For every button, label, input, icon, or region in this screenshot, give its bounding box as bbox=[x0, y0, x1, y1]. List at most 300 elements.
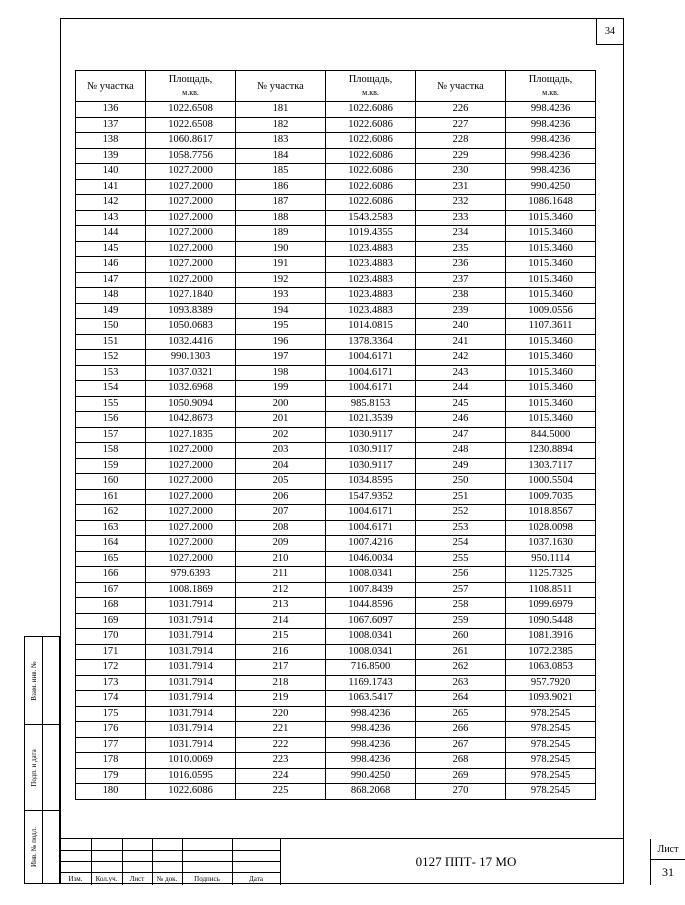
area-cell: 998.4236 bbox=[506, 117, 596, 133]
area-cell: 1004.6171 bbox=[326, 381, 416, 397]
plot-number-cell: 154 bbox=[76, 381, 146, 397]
area-cell: 1050.9094 bbox=[146, 396, 236, 412]
table-row bbox=[76, 381, 596, 397]
plot-number-cell: 270 bbox=[416, 784, 506, 800]
area-cell: 985.8153 bbox=[326, 396, 416, 412]
header-area-3: Площадь, м.кв. bbox=[506, 71, 596, 102]
sheet-label: Лист bbox=[651, 839, 685, 860]
plot-number-cell: 167 bbox=[76, 582, 146, 598]
table-body bbox=[76, 102, 596, 800]
area-cell: 1027.2000 bbox=[146, 489, 236, 505]
plot-number-cell: 253 bbox=[416, 520, 506, 536]
table-row bbox=[76, 474, 596, 490]
area-cell: 1015.3460 bbox=[506, 381, 596, 397]
plot-number-cell: 234 bbox=[416, 226, 506, 242]
plot-number-cell: 227 bbox=[416, 117, 506, 133]
table-row bbox=[76, 598, 596, 614]
plot-number-cell: 242 bbox=[416, 350, 506, 366]
plot-number-cell: 137 bbox=[76, 117, 146, 133]
plot-number-cell: 199 bbox=[236, 381, 326, 397]
table-row bbox=[76, 458, 596, 474]
plot-number-cell: 153 bbox=[76, 365, 146, 381]
area-cell: 1034.8595 bbox=[326, 474, 416, 490]
plot-number-cell: 171 bbox=[76, 644, 146, 660]
plot-number-cell: 245 bbox=[416, 396, 506, 412]
table-row bbox=[76, 582, 596, 598]
area-cell: 1044.8596 bbox=[326, 598, 416, 614]
plot-number-cell: 254 bbox=[416, 536, 506, 552]
plot-number-cell: 265 bbox=[416, 706, 506, 722]
plot-number-cell: 172 bbox=[76, 660, 146, 676]
plot-number-cell: 257 bbox=[416, 582, 506, 598]
area-cell: 1027.2000 bbox=[146, 195, 236, 211]
plot-number-cell: 169 bbox=[76, 613, 146, 629]
plot-number-cell: 224 bbox=[236, 768, 326, 784]
area-cell: 1015.3460 bbox=[506, 365, 596, 381]
area-cell: 1031.7914 bbox=[146, 613, 236, 629]
area-cell: 1037.1630 bbox=[506, 536, 596, 552]
table-row bbox=[76, 148, 596, 164]
area-cell: 1027.2000 bbox=[146, 164, 236, 180]
table-row bbox=[76, 489, 596, 505]
area-cell: 868.2068 bbox=[326, 784, 416, 800]
area-cell: 990.4250 bbox=[326, 768, 416, 784]
plot-number-cell: 214 bbox=[236, 613, 326, 629]
side-cell-signature bbox=[25, 725, 59, 811]
area-cell: 1023.4883 bbox=[326, 257, 416, 273]
area-cell: 1027.2000 bbox=[146, 179, 236, 195]
plot-number-cell: 189 bbox=[236, 226, 326, 242]
plot-number-cell: 241 bbox=[416, 334, 506, 350]
area-cell: 1027.2000 bbox=[146, 226, 236, 242]
area-cell: 1022.6086 bbox=[326, 117, 416, 133]
plot-area-table bbox=[75, 70, 596, 800]
area-cell: 1015.3460 bbox=[506, 257, 596, 273]
table-row bbox=[76, 505, 596, 521]
area-cell: 1015.3460 bbox=[506, 272, 596, 288]
area-cell: 1030.9117 bbox=[326, 443, 416, 459]
plot-number-cell: 147 bbox=[76, 272, 146, 288]
area-cell: 1008.0341 bbox=[326, 567, 416, 583]
area-cell: 1015.3460 bbox=[506, 241, 596, 257]
header-area-2: Площадь, м.кв. bbox=[326, 71, 416, 102]
plot-number-cell: 263 bbox=[416, 675, 506, 691]
area-cell: 1230.8894 bbox=[506, 443, 596, 459]
area-cell: 950.1114 bbox=[506, 551, 596, 567]
plot-number-cell: 151 bbox=[76, 334, 146, 350]
area-cell: 1004.6171 bbox=[326, 350, 416, 366]
plot-number-cell: 196 bbox=[236, 334, 326, 350]
plot-number-cell: 260 bbox=[416, 629, 506, 645]
plot-number-cell: 229 bbox=[416, 148, 506, 164]
area-cell: 1000.5504 bbox=[506, 474, 596, 490]
plot-number-cell: 187 bbox=[236, 195, 326, 211]
table-row bbox=[76, 722, 596, 738]
plot-number-cell: 261 bbox=[416, 644, 506, 660]
table-row bbox=[76, 737, 596, 753]
plot-number-cell: 178 bbox=[76, 753, 146, 769]
area-cell: 1022.6508 bbox=[146, 117, 236, 133]
table-row bbox=[76, 164, 596, 180]
table-row bbox=[76, 443, 596, 459]
table-row bbox=[76, 644, 596, 660]
plot-number-cell: 233 bbox=[416, 210, 506, 226]
area-cell: 1031.7914 bbox=[146, 722, 236, 738]
area-cell: 1022.6086 bbox=[326, 164, 416, 180]
area-cell: 1015.3460 bbox=[506, 288, 596, 304]
plot-number-cell: 264 bbox=[416, 691, 506, 707]
area-cell: 1021.3539 bbox=[326, 412, 416, 428]
side-cell-replacement bbox=[25, 637, 59, 725]
area-cell: 1093.9021 bbox=[506, 691, 596, 707]
area-cell: 1004.6171 bbox=[326, 365, 416, 381]
area-cell: 1015.3460 bbox=[506, 334, 596, 350]
area-cell: 1058.7756 bbox=[146, 148, 236, 164]
plot-number-cell: 195 bbox=[236, 319, 326, 335]
plot-number-cell: 225 bbox=[236, 784, 326, 800]
area-cell: 1027.2000 bbox=[146, 505, 236, 521]
side-label-signature: Подп. и дата bbox=[29, 748, 38, 787]
plot-number-cell: 202 bbox=[236, 427, 326, 443]
plot-number-cell: 194 bbox=[236, 303, 326, 319]
table-row bbox=[76, 613, 596, 629]
area-cell: 1018.8567 bbox=[506, 505, 596, 521]
area-cell: 1008.0341 bbox=[326, 629, 416, 645]
plot-number-cell: 138 bbox=[76, 133, 146, 149]
plot-number-cell: 231 bbox=[416, 179, 506, 195]
area-cell: 1031.7914 bbox=[146, 737, 236, 753]
plot-number-cell: 230 bbox=[416, 164, 506, 180]
area-cell: 716.8500 bbox=[326, 660, 416, 676]
area-cell: 1108.8511 bbox=[506, 582, 596, 598]
area-cell: 1093.8389 bbox=[146, 303, 236, 319]
area-cell: 1378.3364 bbox=[326, 334, 416, 350]
area-cell: 1032.4416 bbox=[146, 334, 236, 350]
plot-number-cell: 259 bbox=[416, 613, 506, 629]
area-cell: 998.4236 bbox=[326, 706, 416, 722]
sheet-box bbox=[650, 839, 685, 885]
area-cell: 1030.9117 bbox=[326, 427, 416, 443]
area-cell: 1169.1743 bbox=[326, 675, 416, 691]
table-row bbox=[76, 691, 596, 707]
area-cell: 1027.2000 bbox=[146, 210, 236, 226]
area-cell: 1023.4883 bbox=[326, 272, 416, 288]
plot-number-cell: 141 bbox=[76, 179, 146, 195]
table-row bbox=[76, 350, 596, 366]
area-cell: 1031.7914 bbox=[146, 675, 236, 691]
area-cell: 1030.9117 bbox=[326, 458, 416, 474]
side-label-replacement: Взам. инв. № bbox=[29, 660, 38, 701]
area-cell: 1008.0341 bbox=[326, 644, 416, 660]
area-cell: 1022.6086 bbox=[326, 195, 416, 211]
area-cell: 978.2545 bbox=[506, 784, 596, 800]
area-cell: 1072.2385 bbox=[506, 644, 596, 660]
plot-number-cell: 165 bbox=[76, 551, 146, 567]
table-row bbox=[76, 319, 596, 335]
plot-number-cell: 148 bbox=[76, 288, 146, 304]
plot-number-cell: 176 bbox=[76, 722, 146, 738]
area-cell: 990.4250 bbox=[506, 179, 596, 195]
area-cell: 1060.8617 bbox=[146, 133, 236, 149]
plot-number-cell: 158 bbox=[76, 443, 146, 459]
area-cell: 998.4236 bbox=[326, 737, 416, 753]
table-row bbox=[76, 303, 596, 319]
area-cell: 1023.4883 bbox=[326, 288, 416, 304]
table-row bbox=[76, 660, 596, 676]
table-row bbox=[76, 288, 596, 304]
plot-number-cell: 206 bbox=[236, 489, 326, 505]
plot-number-cell: 192 bbox=[236, 272, 326, 288]
area-cell: 1031.7914 bbox=[146, 691, 236, 707]
plot-number-cell: 181 bbox=[236, 102, 326, 118]
table-row bbox=[76, 520, 596, 536]
area-cell: 1027.2000 bbox=[146, 520, 236, 536]
area-cell: 978.2545 bbox=[506, 737, 596, 753]
plot-number-cell: 207 bbox=[236, 505, 326, 521]
area-cell: 1022.6086 bbox=[326, 102, 416, 118]
plot-number-cell: 220 bbox=[236, 706, 326, 722]
area-cell: 1031.7914 bbox=[146, 660, 236, 676]
plot-number-cell: 166 bbox=[76, 567, 146, 583]
stamp-col-date: Дата bbox=[249, 875, 263, 883]
plot-number-cell: 237 bbox=[416, 272, 506, 288]
side-label-original: Инв. № подл. bbox=[29, 827, 38, 867]
table-row bbox=[76, 784, 596, 800]
area-cell: 998.4236 bbox=[506, 164, 596, 180]
plot-number-cell: 215 bbox=[236, 629, 326, 645]
area-cell: 1099.6979 bbox=[506, 598, 596, 614]
plot-number-cell: 145 bbox=[76, 241, 146, 257]
stamp-col-count: Кол.уч. bbox=[95, 875, 118, 883]
plot-number-cell: 152 bbox=[76, 350, 146, 366]
area-cell: 957.7920 bbox=[506, 675, 596, 691]
area-cell: 1032.6968 bbox=[146, 381, 236, 397]
plot-number-cell: 183 bbox=[236, 133, 326, 149]
plot-number-cell: 197 bbox=[236, 350, 326, 366]
area-cell: 1031.7914 bbox=[146, 644, 236, 660]
plot-number-cell: 255 bbox=[416, 551, 506, 567]
area-cell: 978.2545 bbox=[506, 753, 596, 769]
area-cell: 978.2545 bbox=[506, 706, 596, 722]
plot-number-cell: 221 bbox=[236, 722, 326, 738]
plot-number-cell: 170 bbox=[76, 629, 146, 645]
plot-number-cell: 217 bbox=[236, 660, 326, 676]
plot-number-cell: 246 bbox=[416, 412, 506, 428]
plot-number-cell: 211 bbox=[236, 567, 326, 583]
area-cell: 1022.6086 bbox=[146, 784, 236, 800]
area-cell: 1009.7035 bbox=[506, 489, 596, 505]
plot-number-cell: 193 bbox=[236, 288, 326, 304]
area-cell: 1015.3460 bbox=[506, 396, 596, 412]
area-cell: 1125.7325 bbox=[506, 567, 596, 583]
area-cell: 1027.2000 bbox=[146, 443, 236, 459]
plot-number-cell: 240 bbox=[416, 319, 506, 335]
plot-number-cell: 150 bbox=[76, 319, 146, 335]
plot-number-cell: 175 bbox=[76, 706, 146, 722]
area-cell: 978.2545 bbox=[506, 722, 596, 738]
area-cell: 1107.3611 bbox=[506, 319, 596, 335]
area-cell: 1027.2000 bbox=[146, 458, 236, 474]
plot-number-cell: 216 bbox=[236, 644, 326, 660]
plot-number-cell: 251 bbox=[416, 489, 506, 505]
plot-number-cell: 191 bbox=[236, 257, 326, 273]
table-row bbox=[76, 241, 596, 257]
area-cell: 1027.1835 bbox=[146, 427, 236, 443]
plot-number-cell: 149 bbox=[76, 303, 146, 319]
area-cell: 1031.7914 bbox=[146, 629, 236, 645]
header-plot-number-3: № участка bbox=[416, 71, 506, 102]
plot-number-cell: 232 bbox=[416, 195, 506, 211]
table-row bbox=[76, 675, 596, 691]
area-cell: 1015.3460 bbox=[506, 226, 596, 242]
area-cell: 1027.2000 bbox=[146, 474, 236, 490]
plot-number-cell: 160 bbox=[76, 474, 146, 490]
area-cell: 1015.3460 bbox=[506, 350, 596, 366]
table-row bbox=[76, 536, 596, 552]
area-cell: 1027.2000 bbox=[146, 551, 236, 567]
area-cell: 1007.4216 bbox=[326, 536, 416, 552]
table-row bbox=[76, 226, 596, 242]
plot-number-cell: 142 bbox=[76, 195, 146, 211]
plot-number-cell: 143 bbox=[76, 210, 146, 226]
table-row bbox=[76, 117, 596, 133]
table-row bbox=[76, 396, 596, 412]
plot-number-cell: 180 bbox=[76, 784, 146, 800]
stamp-col-change: Изм. bbox=[68, 875, 83, 883]
plot-number-cell: 262 bbox=[416, 660, 506, 676]
area-cell: 1004.6171 bbox=[326, 505, 416, 521]
table-row bbox=[76, 753, 596, 769]
area-cell: 1090.5448 bbox=[506, 613, 596, 629]
table-row bbox=[76, 102, 596, 118]
plot-number-cell: 236 bbox=[416, 257, 506, 273]
plot-number-cell: 244 bbox=[416, 381, 506, 397]
plot-number-cell: 182 bbox=[236, 117, 326, 133]
plot-number-cell: 235 bbox=[416, 241, 506, 257]
area-cell: 1022.6508 bbox=[146, 102, 236, 118]
plot-number-cell: 177 bbox=[76, 737, 146, 753]
plot-number-cell: 140 bbox=[76, 164, 146, 180]
area-cell: 978.2545 bbox=[506, 768, 596, 784]
plot-number-cell: 144 bbox=[76, 226, 146, 242]
plot-number-cell: 190 bbox=[236, 241, 326, 257]
plot-number-cell: 136 bbox=[76, 102, 146, 118]
area-cell: 1015.3460 bbox=[506, 412, 596, 428]
plot-number-cell: 162 bbox=[76, 505, 146, 521]
sheet-number: 31 bbox=[662, 865, 674, 879]
area-cell: 1014.0815 bbox=[326, 319, 416, 335]
plot-number-cell: 174 bbox=[76, 691, 146, 707]
plot-number-cell: 156 bbox=[76, 412, 146, 428]
area-cell: 1037.0321 bbox=[146, 365, 236, 381]
area-cell: 1543.2583 bbox=[326, 210, 416, 226]
plot-number-cell: 185 bbox=[236, 164, 326, 180]
plot-number-cell: 146 bbox=[76, 257, 146, 273]
table-row bbox=[76, 768, 596, 784]
plot-number-cell: 186 bbox=[236, 179, 326, 195]
area-cell: 1081.3916 bbox=[506, 629, 596, 645]
revision-grid bbox=[60, 839, 280, 885]
title-block bbox=[60, 838, 679, 885]
plot-number-cell: 268 bbox=[416, 753, 506, 769]
table-row bbox=[76, 551, 596, 567]
side-approval-strip bbox=[24, 636, 60, 884]
area-cell: 1046.0034 bbox=[326, 551, 416, 567]
side-cell-original bbox=[25, 811, 59, 883]
table-row bbox=[76, 427, 596, 443]
plot-number-cell: 250 bbox=[416, 474, 506, 490]
area-cell: 1010.0069 bbox=[146, 753, 236, 769]
area-cell: 1022.6086 bbox=[326, 179, 416, 195]
plot-number-cell: 269 bbox=[416, 768, 506, 784]
plot-number-cell: 203 bbox=[236, 443, 326, 459]
area-cell: 1042.8673 bbox=[146, 412, 236, 428]
area-cell: 998.4236 bbox=[326, 753, 416, 769]
area-cell: 1303.7117 bbox=[506, 458, 596, 474]
area-cell: 844.5000 bbox=[506, 427, 596, 443]
table-row bbox=[76, 272, 596, 288]
plot-number-cell: 200 bbox=[236, 396, 326, 412]
table-row bbox=[76, 706, 596, 722]
area-cell: 1022.6086 bbox=[326, 148, 416, 164]
area-cell: 1023.4883 bbox=[326, 241, 416, 257]
plot-number-cell: 179 bbox=[76, 768, 146, 784]
area-cell: 998.4236 bbox=[506, 133, 596, 149]
area-cell: 1008.1869 bbox=[146, 582, 236, 598]
header-plot-number-2: № участка bbox=[236, 71, 326, 102]
table-row bbox=[76, 334, 596, 350]
top-page-number: 34 bbox=[596, 18, 624, 45]
area-cell: 1007.8439 bbox=[326, 582, 416, 598]
area-cell: 1019.4355 bbox=[326, 226, 416, 242]
area-cell: 1050.0683 bbox=[146, 319, 236, 335]
plot-number-cell: 209 bbox=[236, 536, 326, 552]
plot-number-cell: 247 bbox=[416, 427, 506, 443]
area-cell: 1031.7914 bbox=[146, 706, 236, 722]
area-cell: 1028.0098 bbox=[506, 520, 596, 536]
area-cell: 1063.5417 bbox=[326, 691, 416, 707]
table-row bbox=[76, 195, 596, 211]
table-row bbox=[76, 412, 596, 428]
area-cell: 1547.9352 bbox=[326, 489, 416, 505]
plot-number-cell: 238 bbox=[416, 288, 506, 304]
area-cell: 1027.2000 bbox=[146, 257, 236, 273]
plot-number-cell: 201 bbox=[236, 412, 326, 428]
area-cell: 998.4236 bbox=[506, 102, 596, 118]
plot-number-cell: 267 bbox=[416, 737, 506, 753]
plot-number-cell: 212 bbox=[236, 582, 326, 598]
plot-number-cell: 219 bbox=[236, 691, 326, 707]
area-cell: 1027.2000 bbox=[146, 272, 236, 288]
table-row bbox=[76, 179, 596, 195]
plot-number-cell: 159 bbox=[76, 458, 146, 474]
area-cell: 998.4236 bbox=[326, 722, 416, 738]
table-row bbox=[76, 133, 596, 149]
plot-number-cell: 164 bbox=[76, 536, 146, 552]
plot-number-cell: 266 bbox=[416, 722, 506, 738]
plot-number-cell: 210 bbox=[236, 551, 326, 567]
header-plot-number-1: № участка bbox=[76, 71, 146, 102]
area-cell: 1027.2000 bbox=[146, 241, 236, 257]
table-row bbox=[76, 365, 596, 381]
plot-number-cell: 139 bbox=[76, 148, 146, 164]
table-row bbox=[76, 210, 596, 226]
stamp-col-doc: № док. bbox=[156, 875, 178, 883]
header-area-1: Площадь, м.кв. bbox=[146, 71, 236, 102]
area-cell: 1022.6086 bbox=[326, 133, 416, 149]
plot-number-cell: 163 bbox=[76, 520, 146, 536]
plot-number-cell: 168 bbox=[76, 598, 146, 614]
